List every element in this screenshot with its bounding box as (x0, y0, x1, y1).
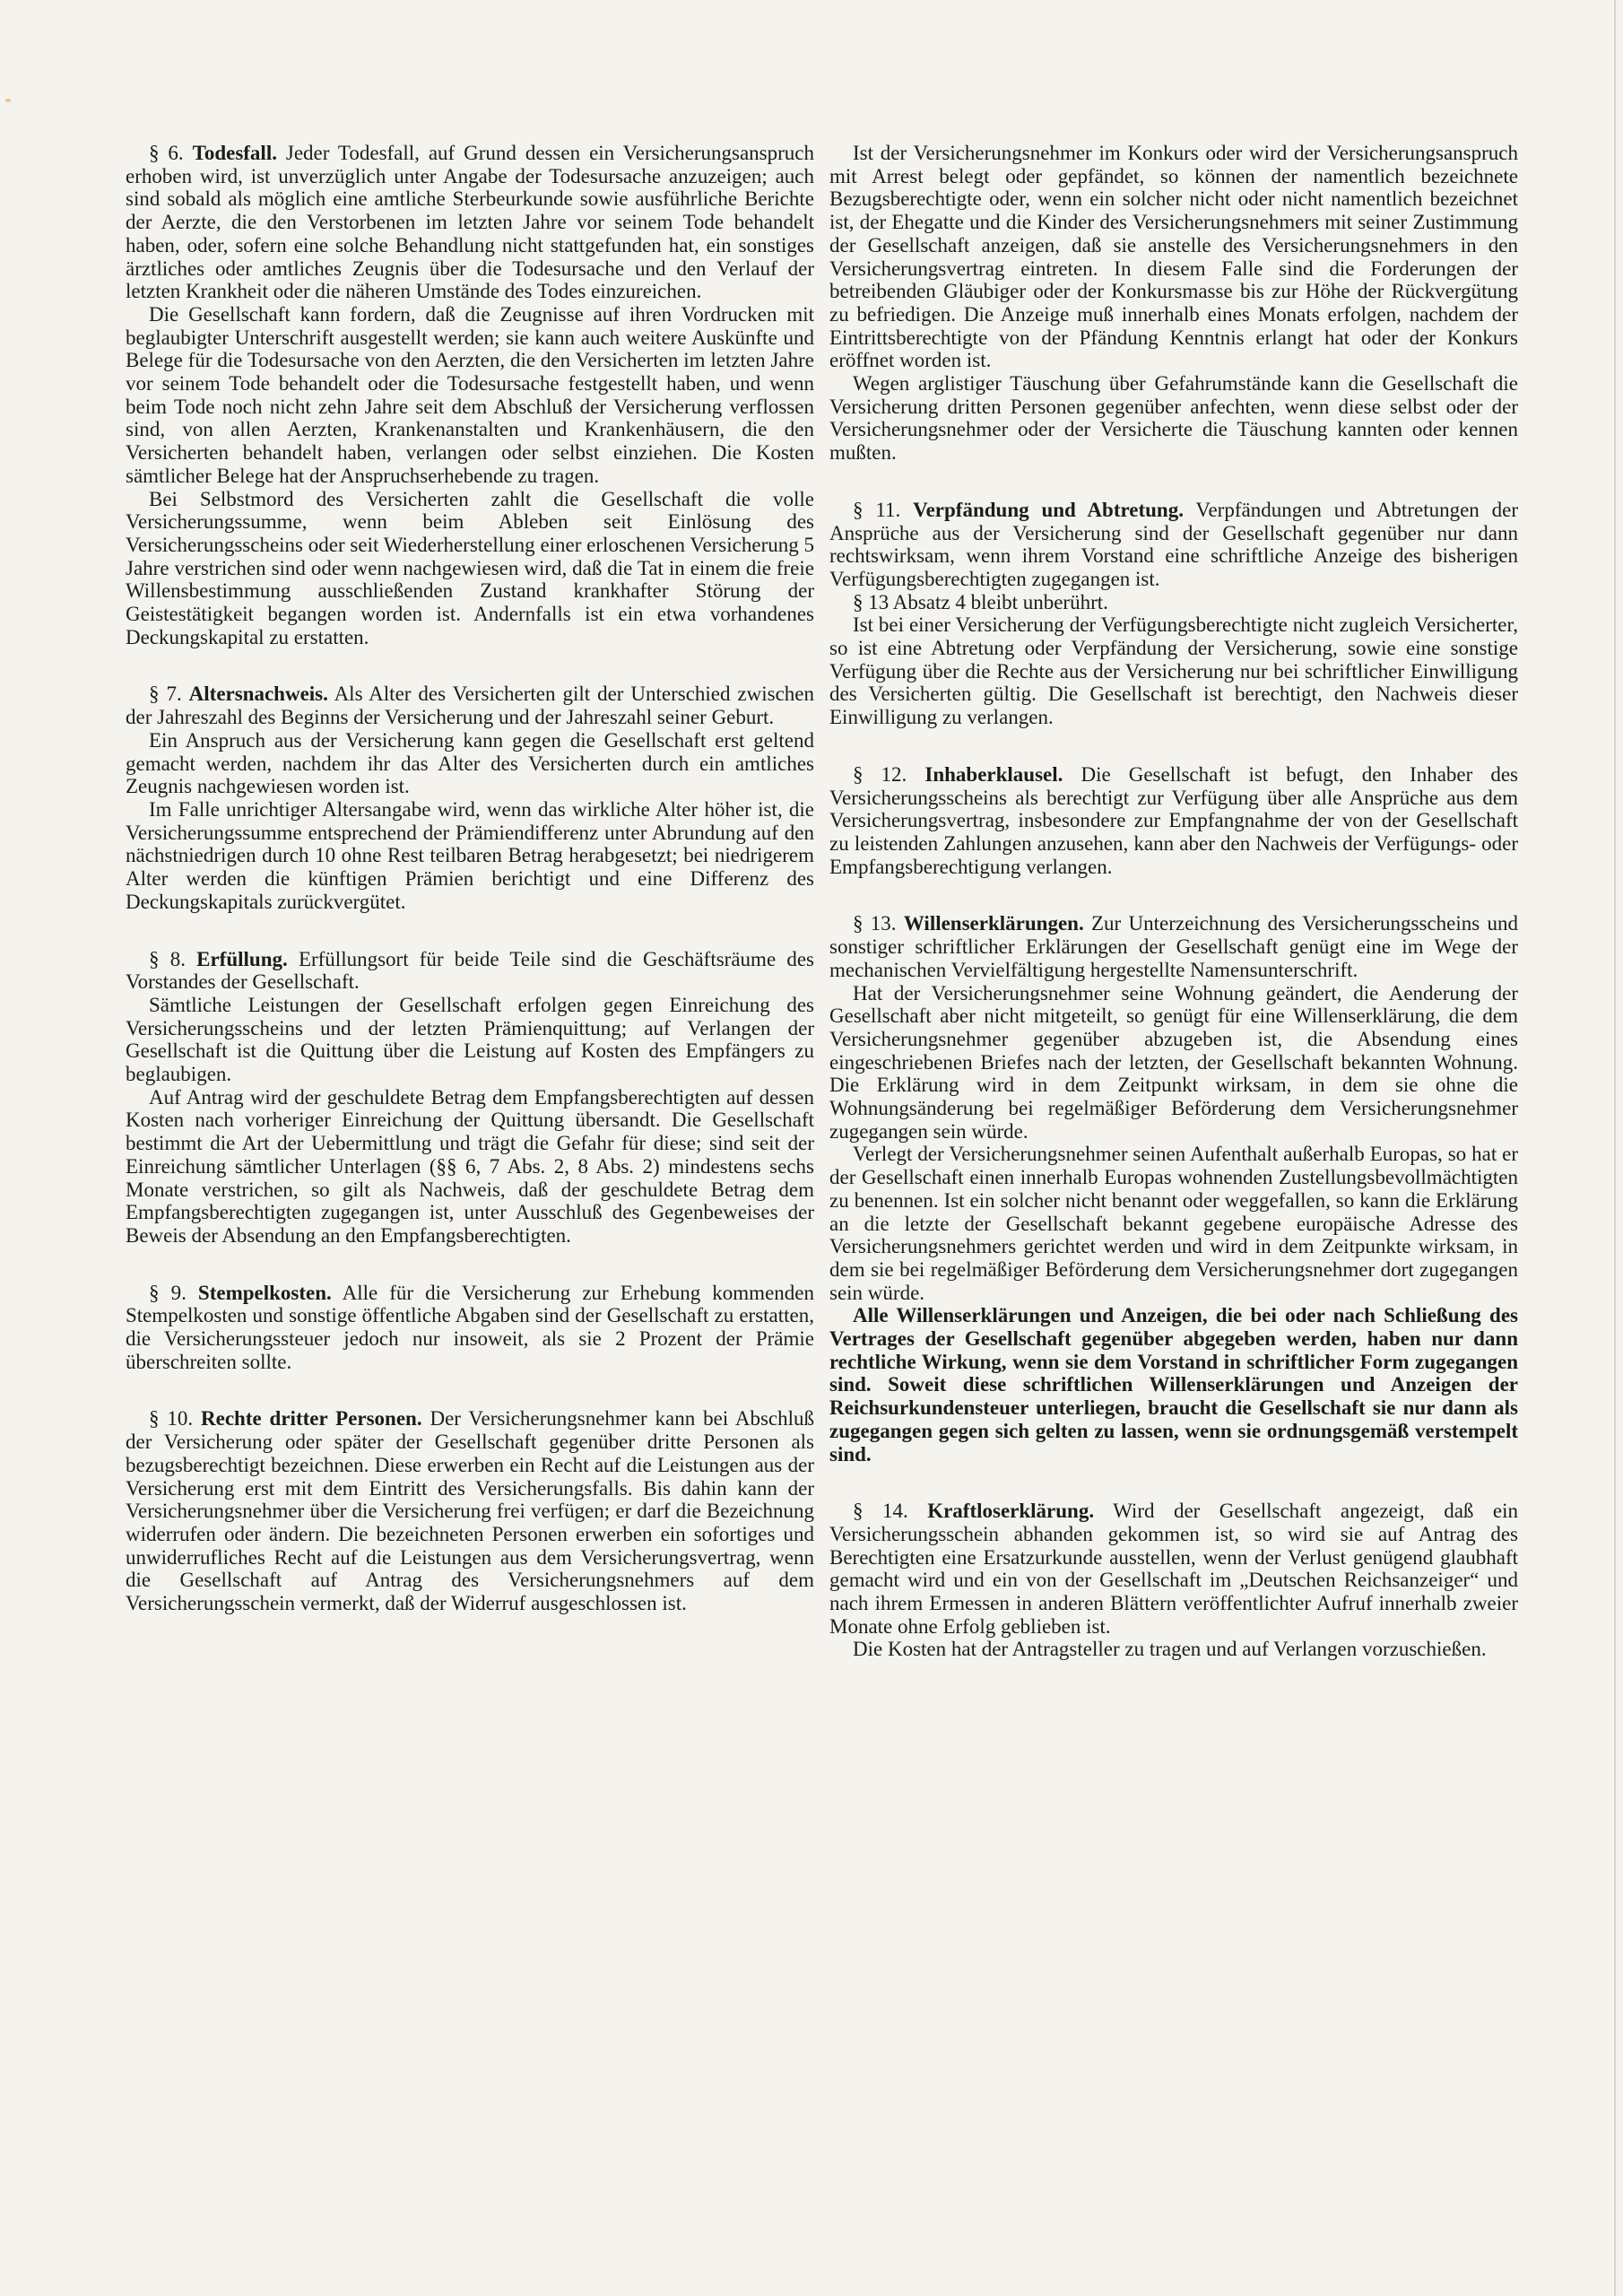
page-edge (1614, 0, 1616, 2296)
right-column (829, 142, 1518, 1661)
section-heading: Rechte dritter Personen. (201, 1407, 422, 1431)
section-number: § 9. (149, 1281, 187, 1304)
section-paragraph: Hat der Versicherungsnehmer seine Wohnung geändert, die Aenderung der Gesellschaft aber nicht mitgeteilt, so genügt für eine Willenserklärung, die dem Versicherungsnehmer gegenüber abzugeben ist, die Absendung eines eingeschriebenen Briefes nach der letzten, der Gesellschaft bekannten Wohnung. Die Erklärung wird in dem Zeitpunkt wirksam, in dem sie ohne die Wohnungsänderung bei regelmäßiger Beförderung dem Versicherungsnehmer zugegangen sein würde. (829, 981, 1518, 1143)
section-10-continued (829, 142, 1518, 465)
section-6 (126, 142, 814, 648)
section-text: Wird der Gesellschaft angezeigt, daß ein Versicherungsschein abhanden gekommen ist, so wird sie auf Antrag des Berechtigten eine Ersatzurkunde ausstellen, wenn der Verlust genügend glaubhaft gemacht wird und ein von der Gesellschaft im „Deutschen Reichsanzeiger“ und nach ihrem Ermessen in anderen Blättern veröffentlichter Aufruf innerhalb zweier Monate ohne Erfolg geblieben ist. (829, 1500, 1518, 1638)
section-heading: Todesfall. (192, 142, 277, 164)
section-text: Alle für die Versicherung zur Erhebung kommenden Stempelkosten und sonstige öffentliche Abgaben sind der Gesellschaft zu erstatten, die Versicherungssteuer jedoch nur insoweit, als sie 2 Prozent der Prämie überschreiten sollte. (126, 1281, 814, 1373)
section-paragraph: Die Gesellschaft kann fordern, daß die Zeugnisse auf ihren Vordrucken mit beglaubigter Unterschrift ausgestellt werden; sie kann auch weitere Auskünfte und Belege für die Todesursache von den Aerzten, die den Versicherten im letzten Jahre vor seinem Tode behandelt oder die Todesursache festgestellt haben, und wenn beim Tode noch nicht zehn Jahre seit dem Abschluß der Versicherung verflossen sind, von allen Aerzten, Krankenanstalten und Krankenhäusern, die den Versicherten behandelt haben, verlangen oder selbst einziehen. Die Kosten sämtlicher Belege hat der Anspruchserhebende zu tragen. (126, 302, 814, 487)
section-heading: Kraftloserklärung. (927, 1500, 1095, 1523)
section-11 (829, 499, 1518, 729)
section-heading: Altersnachweis. (188, 683, 328, 706)
section-text: Jeder Todesfall, auf Grund dessen ein Versicherungsanspruch erhoben wird, ist unverzüglich unter Angabe der Todesursache anzuzeigen; auch sind sobald als möglich eine amtliche Sterbeurkunde sowie ausführliche Berichte der Aerzte, die den Verstorbenen im letzten Jahre vor seinem Tode behandelt haben, oder, sofern eine solche Behandlung nicht stattgefunden hat, ein sonstiges ärztliches oder amtliches Zeugnis über die Todesursache und den Verlauf der letzten Krankheit oder die näheren Umstände des Todes einzureichen. (126, 142, 814, 303)
section-paragraph: Die Kosten hat der Antragsteller zu tragen und auf Verlangen vorzuschießen. (853, 1638, 1487, 1661)
section-number: § 10. (149, 1407, 194, 1431)
left-column (126, 142, 814, 1615)
section-heading: Inhaberklausel. (924, 762, 1063, 786)
section-bold-paragraph: Alle Willenserklärungen und Anzeigen, die bei oder nach Schließung des Vertrages der Gesellschaft gegenüber abgegeben werden, haben nur dann rechtliche Wirkung, wenn sie dem Vorstand in schriftlicher Form zugegangen sind. Soweit diese schriftlichen Willenserklärungen und Anzeigen der Reichsurkundensteuer unterliegen, braucht die Gesellschaft sie nur dann als zugegangen gegen sich gelten zu lassen, wenn sie ordnungsgemäß verstempelt sind. (829, 1304, 1518, 1465)
section-13 (829, 912, 1518, 1465)
section-number: § 7. (149, 683, 182, 706)
section-paragraph (829, 763, 1518, 879)
section-9 (126, 1282, 814, 1374)
section-number: § 14. (853, 1500, 908, 1523)
section-paragraph: Verlegt der Versicherungsnehmer seinen Aufenthalt außerhalb Europas, so hat er der Gesellschaft einen innerhalb Europas wohnenden Zustellungsbevollmächtigten zu benennen. Ist ein solcher nicht benannt oder weggefallen, so kann die Erklärung an die letzte der Gesellschaft bekannt gegebene europäische Adresse des Versicherungsnehmers gerichtet werden und wird in dem Zeitpunkte wirksam, in dem sie bei regelmäßiger Beförderung dem Versicherungsnehmer dort zugegangen sein würde. (829, 1143, 1518, 1304)
section-paragraph (126, 1407, 814, 1614)
section-paragraph: § 13 Absatz 4 bleibt unberührt. (853, 590, 1108, 613)
section-paragraph (126, 948, 814, 994)
section-heading: Willenserklärungen. (903, 912, 1084, 935)
section-text: Zur Unterzeichnung des Versicherungsscheins und sonstiger schriftlicher Erklärungen der Gesellschaft genügt eine im Wege der mechanischen Vervielfältigung hergestellte Namensunterschrift. (829, 912, 1519, 981)
section-10 (126, 1407, 814, 1614)
section-paragraph (829, 1500, 1518, 1638)
section-paragraph: Ist der Versicherungsnehmer im Konkurs oder wird der Versicherungsanspruch mit Arrest belegt oder gepfändet, so können der namentlich bezeichnete Bezugsberechtigte oder, wenn ein solcher nicht oder nicht namentlich bezeichnet ist, der Ehegatte und die Kinder des Versicherungsnehmers mit seiner Zustimmung der Gesellschaft anzeigen, daß sie anstelle des Versicherungsnehmers in den Versicherungsvertrag eintreten. In diesem Falle sind die Forderungen der betreibenden Gläubiger oder der Konkursmasse bis zur Höhe der Rückvergütung zu befriedigen. Die Anzeige muß innerhalb eines Monats erfolgen, nachdem der Eintrittsberechtigte von der Pfändung Kenntnis erlangt hat oder der Konkurs eröffnet worden ist. (829, 142, 1518, 372)
section-heading: Verpfändung und Abtretung. (913, 498, 1184, 521)
section-paragraph (126, 1282, 814, 1374)
section-text: Der Versicherungsnehmer kann bei Abschluß der Versicherung oder später der Gesellschaft gegenüber dritte Personen als bezugsberechtigt bezeichnen. Diese erwerben ein Recht auf die Leistungen aus der Versicherung erst mit dem Eintritt des Versicherungsfalls. Bis dahin kann der Versicherungsnehmer über die Versicherung frei verfügen; er darf die Bezeichnung widerrufen oder ändern. Die bezeichneten Personen erwerben ein sofortiges und unwiderrufliches Recht auf die Leistungen aus dem Versicherungsvertrag, wenn die Gesellschaft auf Antrag des Versicherungsnehmers auf dem Versicherungsschein vermerkt, daß der Widerruf ausgeschlossen ist. (126, 1407, 814, 1615)
section-8 (126, 948, 814, 1248)
section-number: § 8. (149, 947, 186, 970)
section-number: § 11. (853, 498, 901, 521)
scan-mark (5, 99, 11, 102)
section-number: § 6. (149, 142, 184, 164)
section-paragraph (126, 683, 814, 728)
section-paragraph: Ist bei einer Versicherung der Verfügungsberechtigte nicht zugleich Versicherter, so ist eine Abtretung oder Verpfändung der Versicherung, sowie eine sonstige Verfügung über die Rechte aus der Versicherung nur bei schriftlicher Einwilligung des Versicherten gültig. Die Gesellschaft ist berechtigt, den Nachweis dieser Einwilligung zu verlangen. (829, 613, 1518, 729)
section-heading: Stempelkosten. (197, 1281, 332, 1304)
section-14 (829, 1500, 1518, 1661)
section-number: § 13. (853, 912, 897, 935)
section-paragraph (829, 912, 1518, 981)
section-heading: Erfüllung. (196, 947, 288, 970)
section-text: Erfüllungsort für beide Teile sind die Geschäftsräume des Vorstandes der Gesellschaft. (126, 947, 814, 994)
section-paragraph: Im Falle unrichtiger Altersangabe wird, wenn das wirkliche Alter höher ist, die Versicherungssumme entsprechend der Prämiendifferenz unter Abrundung auf den nächstniedrigen durch 10 ohne Rest teilbaren Betrag herabgesetzt; bei niedrigerem Alter werden die künftigen Prämien berichtigt und eine Differenz des Deckungskapitals zurückvergütet. (126, 797, 814, 913)
section-number: § 12. (853, 762, 907, 786)
section-paragraph: Auf Antrag wird der geschuldete Betrag dem Empfangsberechtigten auf dessen Kosten nach vorheriger Einreichung der Quittung übersandt. Die Gesellschaft bestimmt die Art der Uebermittlung und trägt die Gefahr für diese; sind seit der Einreichung sämtlicher Unterlagen (§§ 6, 7 Abs. 2, 8 Abs. 2) mindestens sechs Monate verstrichen, so gilt als Nachweis, daß der geschuldete Betrag dem Empfangsberechtigten zugegangen ist, unter Ausschluß des Gegenbeweises der Beweis der Absendung an den Empfangsberechtigten. (126, 1085, 814, 1247)
section-paragraph: Ein Anspruch aus der Versicherung kann gegen die Gesellschaft erst geltend gemacht werden, nachdem ihr das Alter des Versicherten durch ein amtliches Zeugnis nachgewiesen worden ist. (126, 728, 814, 798)
section-text: Verpfändungen und Abtretungen der Ansprüche aus der Versicherung sind der Gesellschaft gegenüber nur dann rechtswirksam, wenn ihrem Vorstand eine schriftliche Anzeige des bisherigen Verfügungsberechtigten zugegangen ist. (829, 498, 1518, 590)
section-paragraph: Bei Selbstmord des Versicherten zahlt die Gesellschaft die volle Versicherungssumme, wenn beim Ableben seit Einlösung des Versicherungsscheins oder seit Wiederherstellung einer erloschenen Versicherung 5 Jahre verstrichen sind oder wenn nachgewiesen wird, daß die Tat in einem die freie Willensbestimmung ausschließenden Zustand krankhafter Störung der Geistestätigkeit begangen worden ist. Andernfalls ist ein etwa vorhandenes Deckungskapital zu erstatten. (126, 487, 814, 648)
section-7 (126, 683, 814, 913)
section-paragraph (126, 142, 814, 303)
section-text: Die Gesellschaft ist befugt, den Inhaber des Versicherungsscheins als berechtigt zur Verfügung über alle Ansprüche aus dem Versicherungsvertrag, insbesondere zur Empfangnahme der von der Gesellschaft zu leistenden Zahlungen anzusehen, kann aber den Nachweis der Verfügungs- oder Empfangsberechtigung verlangen. (829, 762, 1519, 878)
section-paragraph: Wegen arglistiger Täuschung über Gefahrumstände kann die Gesellschaft die Versicherung dritten Personen gegenüber anfechten, wenn diese selbst oder der Versicherungsnehmer oder der Versicherte die Täuschung kannten oder kennen mußten. (829, 372, 1518, 465)
section-paragraph: Sämtliche Leistungen der Gesellschaft erfolgen gegen Einreichung des Versicherungsscheins und der letzten Prämienquittung; auf Verlangen der Gesellschaft ist die Quittung über die Leistung auf Kosten des Empfängers zu beglaubigen. (126, 993, 814, 1086)
section-text: Als Alter des Versicherten gilt der Unterschied zwischen der Jahreszahl des Beginns der Versicherung und der Jahreszahl seiner Geburt. (126, 683, 815, 729)
section-paragraph (829, 499, 1518, 591)
section-12 (829, 763, 1518, 879)
